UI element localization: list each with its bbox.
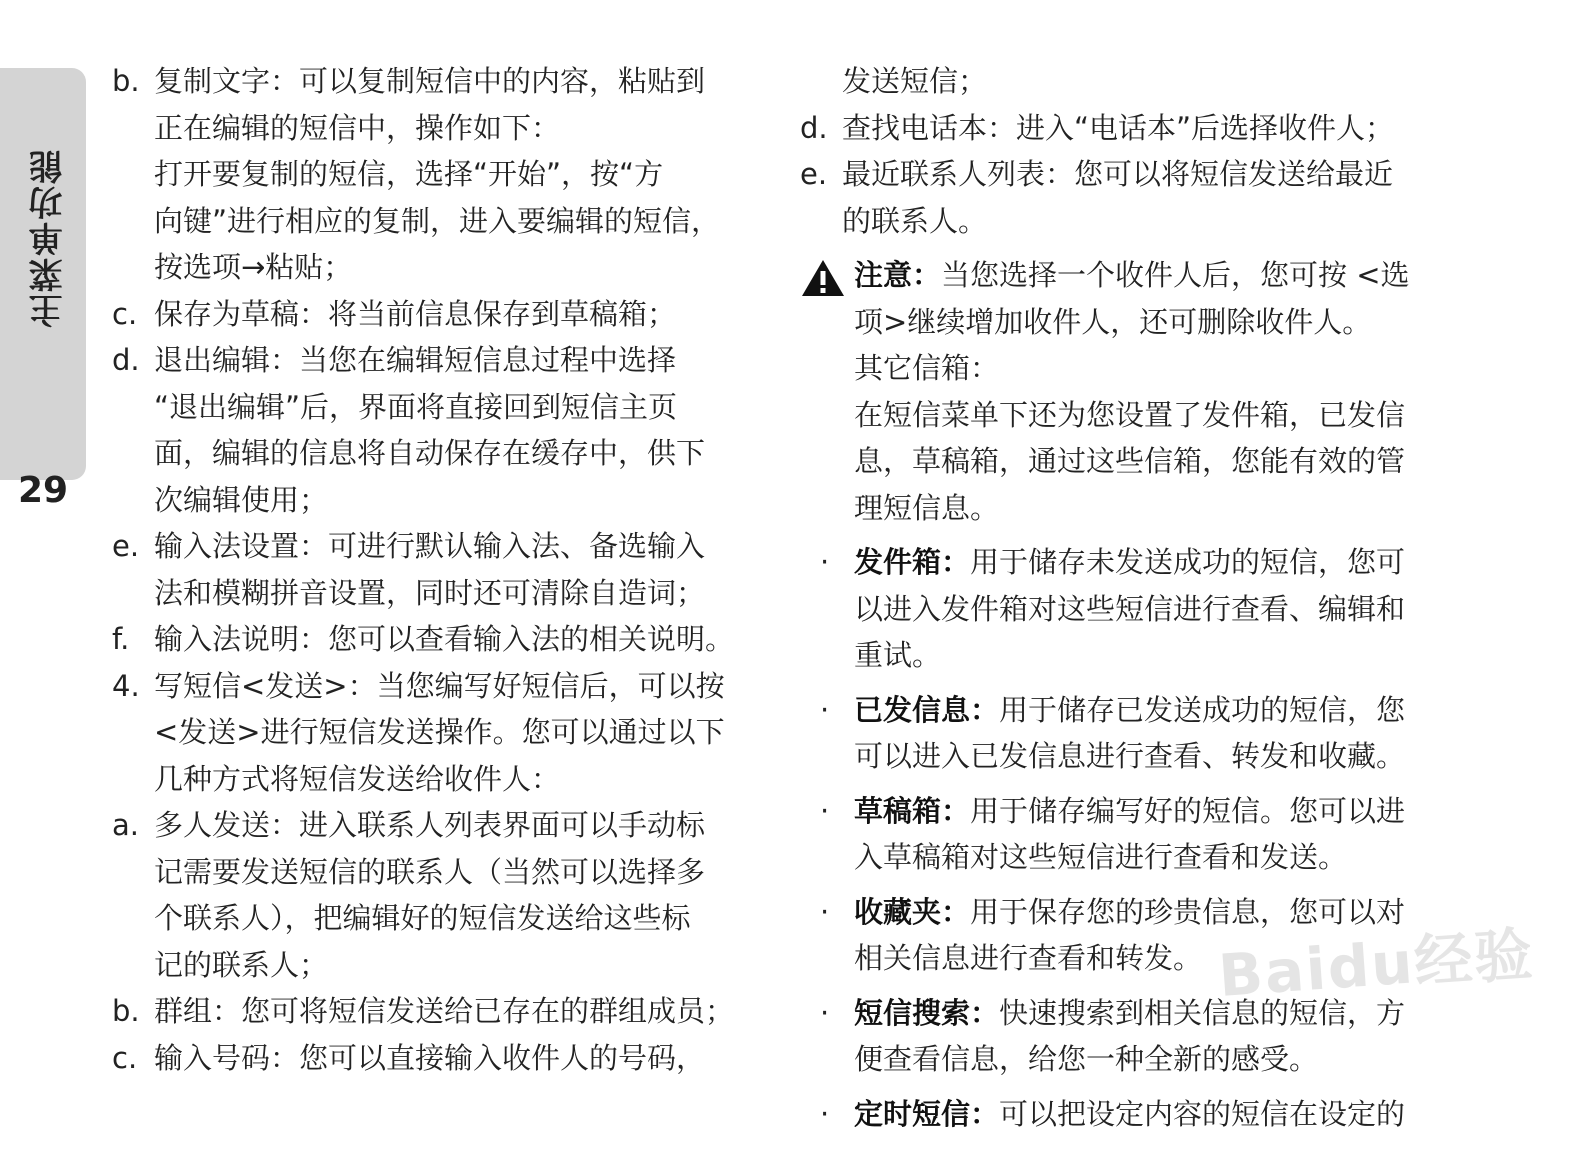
text-line: 多人发送：进入联系人列表界面可以手动标 <box>154 808 706 842</box>
bullet-item <box>800 1091 1490 1138</box>
text-line: 最近联系人列表：您可以将短信发送给最近 <box>842 157 1394 191</box>
bullet-item <box>800 687 1490 780</box>
list-item <box>112 337 792 523</box>
bullet-label: 短信搜索： <box>854 995 1000 1030</box>
text-line: 项>继续增加收件人，还可删除收件人。 <box>854 304 1372 339</box>
text-line: 保存为草稿：将当前信息保存到草稿箱； <box>154 296 677 331</box>
list-item <box>112 802 792 988</box>
text-line: 查找电话本：进入“电话本”后选择收件人； <box>842 110 1395 145</box>
text-line: 用于储存已发送成功的短信，您 <box>999 692 1406 727</box>
note-label: 注意： <box>854 258 942 292</box>
continuation-line: 发送短信； <box>842 64 988 98</box>
bullet-label: 定时短信： <box>854 1096 1000 1131</box>
list-item <box>112 58 792 291</box>
text-line: 写短信<发送>：当您编写好短信后，可以按 <box>154 668 725 703</box>
text-line: 复制文字：可以复制短信中的内容，粘贴到 <box>154 64 706 98</box>
text-line: 记需要发送短信的联系人（当然可以选择多 <box>154 854 706 889</box>
text-line: 打开要复制的短信，选择“开始”，按“方 <box>154 157 664 191</box>
bullet-item <box>800 788 1490 881</box>
text-line: 用于保存您的珍贵信息，您可以对 <box>970 894 1406 929</box>
text-line: 群组：您可将短信发送给已存在的群组成员； <box>154 994 735 1028</box>
item-marker: b. <box>112 64 140 98</box>
item-marker: d. <box>800 110 828 145</box>
text-line: 快速搜索到相关信息的短信，方 <box>999 995 1406 1030</box>
watermark: Baidu经验 <box>1216 920 1537 1010</box>
item-marker: c. <box>112 1040 138 1075</box>
text-line: 退出编辑：当您在编辑短信息过程中选择 <box>154 343 677 377</box>
list-item <box>112 616 792 663</box>
note-block <box>800 252 1490 531</box>
text-line: 输入法说明：您可以查看输入法的相关说明。 <box>154 622 735 656</box>
item-marker: f. <box>112 622 130 656</box>
list-item <box>112 523 792 616</box>
list-item <box>112 663 792 803</box>
text-line: 以进入发件箱对这些短信进行查看、编辑和 <box>854 591 1406 626</box>
text-line: 当您选择一个收件人后，您可按 <选 <box>941 258 1410 292</box>
text-line: 法和模糊拼音设置，同时还可清除自造词； <box>154 575 706 610</box>
text-line: 次编辑使用； <box>154 482 329 517</box>
text-line: 输入法设置：可进行默认输入法、备选输入 <box>154 529 706 563</box>
text-line: 重试。 <box>854 638 942 672</box>
bullet-dot: · <box>820 1096 830 1131</box>
bullet-dot: · <box>820 545 830 579</box>
text-line: 正在编辑的短信中，操作如下： <box>154 110 561 145</box>
bullet-dot: · <box>820 995 830 1030</box>
bullet-item <box>800 539 1490 679</box>
warning-triangle-icon <box>800 258 846 298</box>
text-line: “退出编辑”后，界面将直接回到短信主页 <box>154 389 678 424</box>
bullet-label: 草稿箱： <box>854 793 971 828</box>
bullet-dot: · <box>820 793 830 828</box>
text-line: 息，草稿箱，通过这些信箱，您能有效的管 <box>854 444 1406 478</box>
item-marker: e. <box>112 529 140 563</box>
text-line: 记的联系人； <box>154 947 329 982</box>
bullet-label: 发件箱： <box>854 545 971 579</box>
text-line: 的联系人。 <box>842 203 988 238</box>
list-item <box>112 291 792 338</box>
text-line: 按选项→粘贴； <box>154 250 353 284</box>
bullet-label: 收藏夹： <box>854 894 971 929</box>
text-line: 几种方式将短信发送给收件人： <box>154 761 561 796</box>
side-chapter-tab <box>0 68 86 511</box>
bullet-dot: · <box>820 894 830 929</box>
bullet-item <box>800 990 1490 1083</box>
list-item <box>112 1035 792 1082</box>
page-number: 29 <box>17 470 69 511</box>
item-marker: c. <box>112 296 138 331</box>
item-marker: a. <box>112 808 139 842</box>
bullet-dot: · <box>820 692 830 727</box>
text-line: 面，编辑的信息将自动保存在缓存中，供下 <box>154 436 706 470</box>
text-line: 便查看信息，给您一种全新的感受。 <box>854 1042 1319 1076</box>
list-item <box>800 105 1490 152</box>
bullet-label: 已发信息： <box>854 692 1000 727</box>
text-line: 相关信息进行查看和转发。 <box>854 941 1203 975</box>
text-line: 个联系人），把编辑好的短信发送给这些标 <box>154 901 691 935</box>
chapter-title: 主菜单功能 <box>29 148 69 328</box>
item-marker: e. <box>800 157 828 191</box>
list-item <box>800 151 1490 244</box>
item-marker: d. <box>112 343 140 377</box>
text-line: 用于储存编写好的短信。您可以进 <box>970 793 1406 828</box>
text-line: 可以把设定内容的短信在设定的 <box>999 1096 1406 1131</box>
item-marker: 4. <box>112 668 140 703</box>
text-line: 输入号码：您可以直接输入收件人的号码， <box>154 1040 706 1075</box>
text-line: 入草稿箱对这些短信进行查看和发送。 <box>854 840 1348 874</box>
text-line: 理短信息。 <box>854 490 1000 525</box>
text-line: 可以进入已发信息进行查看、转发和收藏。 <box>854 739 1406 773</box>
other-inbox-title: 其它信箱： <box>854 351 1000 385</box>
text-line: 向键”进行相应的复制，进入要编辑的短信， <box>154 203 721 238</box>
text-line: 用于储存未发送成功的短信，您可 <box>970 545 1406 579</box>
text-line: 在短信菜单下还为您设置了发件箱，已发信 <box>854 397 1406 432</box>
list-item <box>112 988 792 1035</box>
left-column <box>112 58 792 1081</box>
text-line: <发送>进行短信发送操作。您可以通过以下 <box>154 715 725 749</box>
item-marker: b. <box>112 994 140 1028</box>
